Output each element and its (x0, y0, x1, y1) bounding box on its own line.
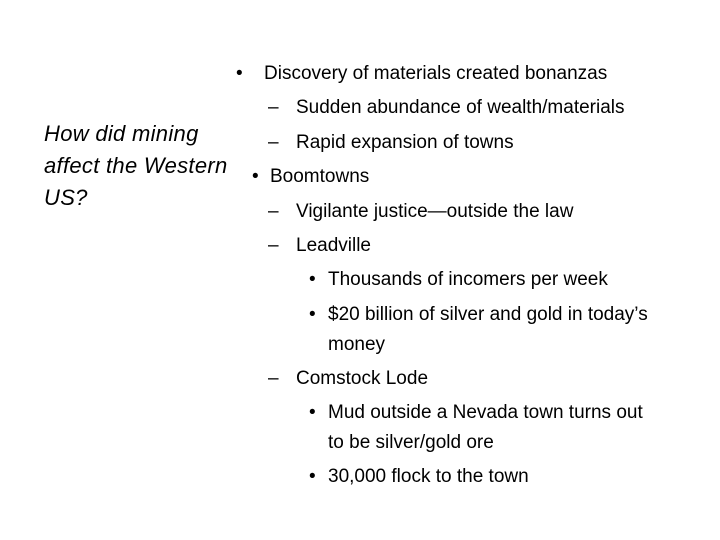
dash-marker-icon: – (268, 97, 279, 118)
sub-item-text: Sudden abundance of wealth/materials (296, 97, 625, 118)
bullet-item-boomtowns (252, 165, 369, 189)
sub-sub-item-text: money (328, 334, 386, 355)
bullet-dot-icon: • (309, 304, 316, 325)
sub-item-text: Comstock Lode (296, 368, 429, 389)
sub-item-rapid-expansion (268, 131, 514, 155)
sub-sub-item-text: Mud outside a Nevada town turns out (328, 402, 643, 423)
question-line-2: affect the Western (44, 153, 228, 178)
slide-title-question (44, 118, 274, 214)
sub-item-leadville (268, 234, 371, 258)
bullet-text: Boomtowns (270, 166, 370, 187)
bullet-dot-icon: • (252, 166, 259, 187)
bullet-dot-icon: • (309, 402, 316, 423)
sub-item-text: Vigilante justice—outside the law (296, 201, 574, 222)
sub-item-comstock-lode (268, 367, 428, 391)
sub-item-text: Rapid expansion of towns (296, 132, 514, 153)
sub-sub-item-text: to be silver/gold ore (328, 432, 494, 453)
bullet-text: Discovery of materials created bonanzas (264, 63, 608, 84)
sub-item-text: Leadville (296, 235, 371, 256)
sub-sub-item-twenty-billion (309, 303, 648, 327)
sub-item-sudden-abundance (268, 96, 625, 120)
bullet-item-discovery (236, 62, 607, 86)
sub-sub-item-text: 30,000 flock to the town (328, 466, 529, 487)
question-line-3: US? (44, 185, 88, 210)
dash-marker-icon: – (268, 201, 279, 222)
question-line-1: How did mining (44, 121, 199, 146)
sub-sub-item-text: $20 billion of silver and gold in today’s (328, 304, 648, 325)
bullet-dot-icon: • (309, 269, 316, 290)
sub-sub-item-twenty-billion-continued (328, 333, 385, 357)
dash-marker-icon: – (268, 368, 279, 389)
sub-sub-item-mud-nevada-continued (328, 431, 494, 455)
bullet-dot-icon: • (309, 466, 316, 487)
bullet-dot-icon: • (236, 63, 243, 84)
dash-marker-icon: – (268, 235, 279, 256)
dash-marker-icon: – (268, 132, 279, 153)
sub-sub-item-mud-nevada (309, 401, 643, 425)
sub-sub-item-text: Thousands of incomers per week (328, 269, 608, 290)
sub-sub-item-thousands-incomers (309, 268, 608, 292)
sub-item-vigilante-justice (268, 200, 573, 224)
sub-sub-item-thirty-thousand (309, 465, 529, 489)
